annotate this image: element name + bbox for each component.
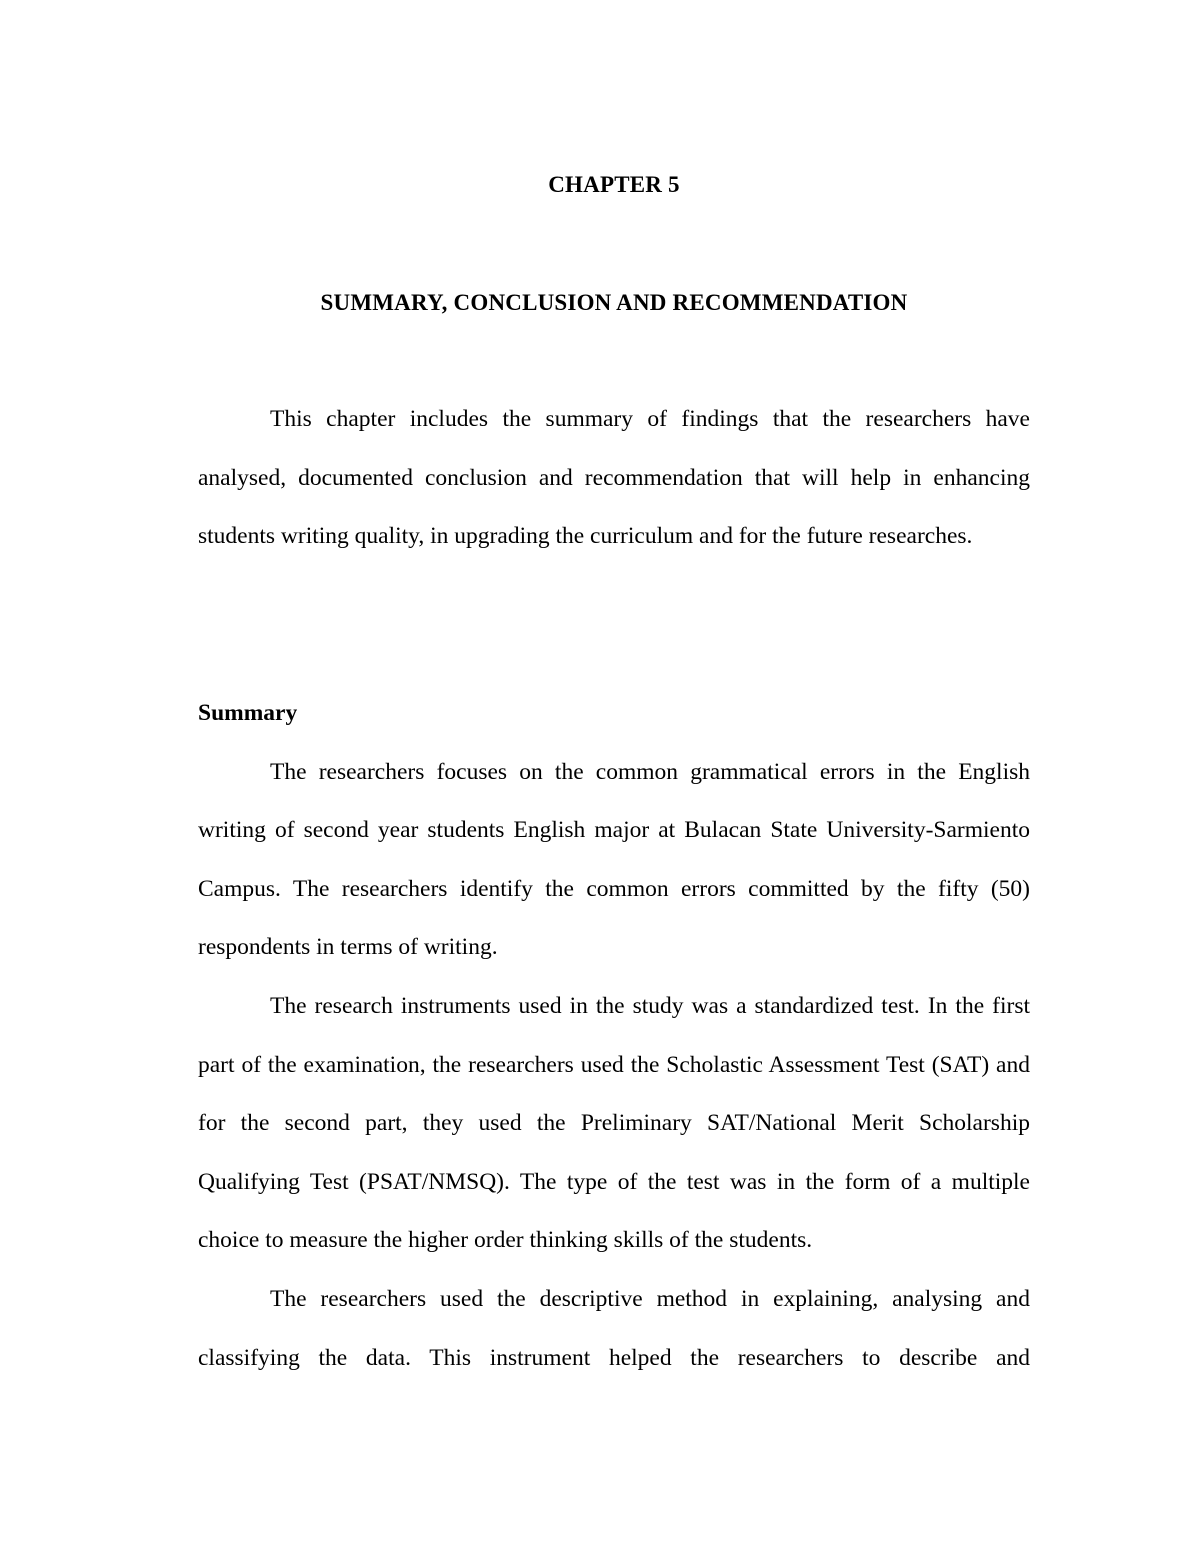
summary-heading: Summary: [198, 700, 298, 726]
summary-section: [198, 684, 1030, 1387]
chapter-title: SUMMARY, CONCLUSION AND RECOMMENDATION: [320, 290, 908, 315]
chapter-number: CHAPTER 5: [548, 172, 680, 197]
summary-paragraph-1: The researchers focuses on the common grammatical errors in the English writing of second year students English major at Bulacan State University-Sarmiento Campus. The researchers identify the common errors committed by the fifty (50) respondents in terms of writing.: [198, 758, 1030, 961]
intro-section: [198, 390, 1030, 566]
summary-paragraph-2: The research instruments used in the study was a standardized test. In the first part of the examination, the researchers used the Scholastic Assessment Test (SAT) and for the second part, they used the Preliminary SAT/National Merit Scholarship Qualifying Test (PSAT/NMSQ). The type of the test was in the form of a multiple choice to measure the higher order thinking skills of the students.: [198, 992, 1030, 1254]
intro-paragraph: This chapter includes the summary of findings that the researchers have analysed, documented conclusion and recommendation that will help in enhancing students writing quality, in upgrading the curriculum and for the future researches.: [198, 406, 1030, 550]
summary-paragraph-3: The researchers used the descriptive method in explaining, analysing and classifying the data. This instrument helped the researchers to describe and: [198, 1285, 1030, 1371]
